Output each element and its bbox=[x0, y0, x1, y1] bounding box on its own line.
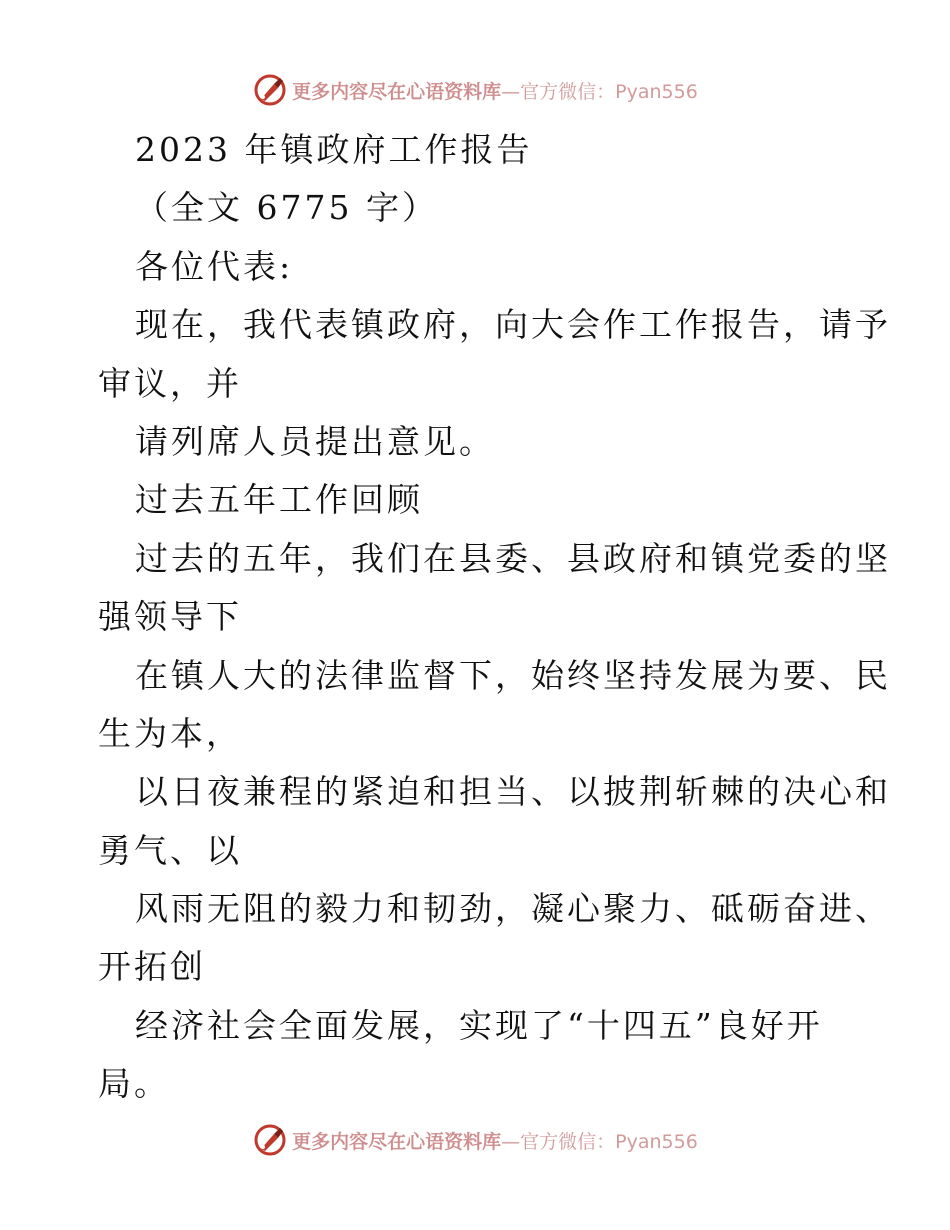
watermark-text bbox=[292, 77, 698, 104]
text-line: 审议，并 bbox=[98, 363, 242, 403]
text-line: 过去五年工作回顾 bbox=[135, 480, 423, 520]
text-line: 风雨无阻的毅力和韧劲，凝心聚力、砥砺奋进、 bbox=[135, 889, 891, 929]
text-line: 勇气、以 bbox=[98, 830, 242, 870]
text-line: 在镇人大的法律监督下，始终坚持发展为要、民 bbox=[135, 655, 891, 695]
watermark-banner-bottom bbox=[0, 1120, 950, 1160]
watermark-dash: — bbox=[501, 1130, 521, 1153]
watermark-brand: 更多内容尽在心语资料库 bbox=[292, 80, 502, 103]
text-line: 经济社会全面发展，实现了“十四五”良好开 bbox=[135, 1005, 823, 1045]
watermark-brand: 更多内容尽在心语资料库 bbox=[292, 1130, 502, 1153]
text-line: 以日夜兼程的紧迫和担当、以披荆斩棘的决心和 bbox=[135, 772, 891, 812]
text-line: 2023 年镇政府工作报告 bbox=[135, 130, 533, 169]
watermark-text bbox=[292, 1127, 698, 1154]
text-line: 请列席人员提出意见。 bbox=[135, 421, 495, 461]
text-line: 过去的五年，我们在县委、县政府和镇党委的坚 bbox=[135, 538, 891, 578]
watermark-banner-top bbox=[0, 70, 950, 110]
text-line: 强领导下 bbox=[98, 597, 242, 637]
watermark-wechat: 官方微信：Pyan556 bbox=[520, 80, 698, 103]
text-line: 生为本， bbox=[98, 713, 242, 753]
watermark-wechat: 官方微信：Pyan556 bbox=[520, 1130, 698, 1153]
pen-logo-icon bbox=[252, 1122, 288, 1158]
pen-logo-icon bbox=[252, 72, 288, 108]
watermark-dash: — bbox=[501, 80, 521, 103]
text-line: 局。 bbox=[98, 1064, 170, 1104]
document-body bbox=[98, 121, 891, 1114]
text-line: （全文 6775 字） bbox=[135, 188, 438, 228]
text-line: 开拓创 bbox=[98, 947, 206, 987]
text-line: 各位代表: bbox=[135, 246, 294, 286]
text-line: 现在，我代表镇政府，向大会作工作报告，请予 bbox=[135, 305, 891, 345]
